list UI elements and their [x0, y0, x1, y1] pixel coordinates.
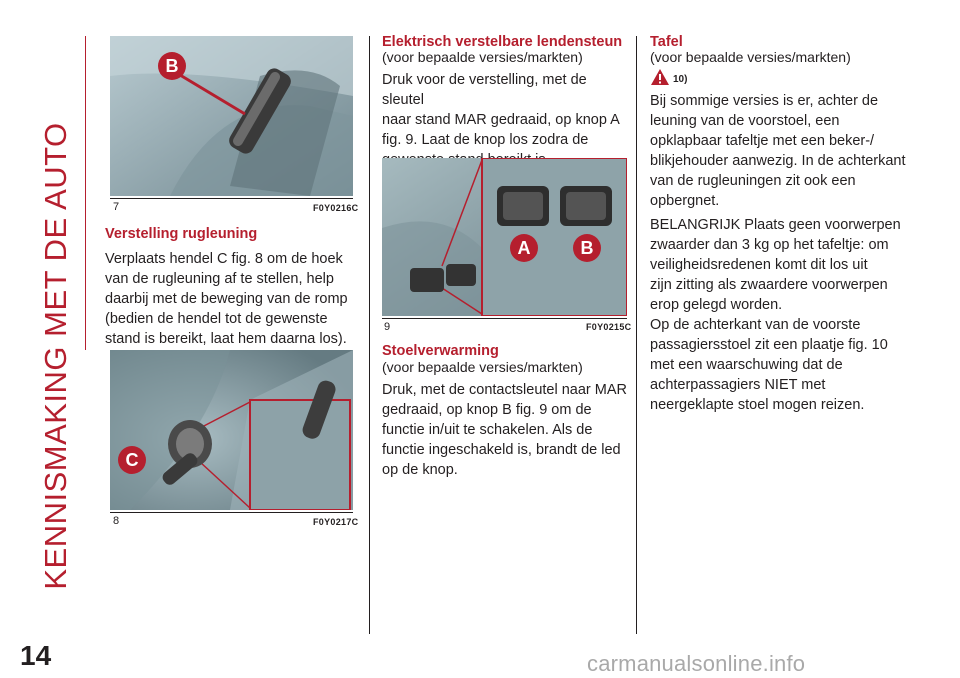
figure-9-caption-rule [382, 318, 627, 319]
text-line: erop gelegd worden. [650, 297, 783, 313]
section-title-rule [85, 36, 86, 350]
text-line: gedraaid, op knop B fig. 9 om de [382, 402, 592, 418]
text-line: achterpassagiers NIET met [650, 377, 826, 393]
section-title-text: KENNISMAKING MET DE AUTO [38, 122, 73, 590]
text-line: met een waarschuwing dat de [650, 357, 843, 373]
paragraph-rugleuning [105, 249, 363, 349]
page-number: 14 [20, 640, 52, 671]
text-line: Druk voor de verstelling, met de sleutel [382, 72, 587, 108]
text-line: van de rugleuningen zit ook een [650, 173, 856, 189]
figure-8-label-c: C [118, 446, 146, 474]
figure-7-caption-rule [110, 198, 353, 199]
paragraph-tafel [650, 91, 930, 211]
heading-rugleuning: Verstelling rugleuning [105, 226, 258, 242]
text-line: Bij sommige versies is er, achter de [650, 93, 879, 109]
figure-9-number: 9 [384, 321, 391, 333]
figure-8-number: 8 [113, 515, 120, 527]
figure-9-photo [382, 158, 627, 316]
heading-stoelverwarming: Stoelverwarming [382, 343, 499, 359]
subheading-lendensteun: (voor bepaalde versies/markten) [382, 49, 583, 65]
text-line: van de rugleuning af te stellen, help [105, 271, 334, 287]
paragraph-tafel-note [650, 215, 930, 415]
subheading-stoelverwarming: (voor bepaalde versies/markten) [382, 359, 583, 375]
text-line: veiligheidsredenen komt dit los uit [650, 257, 868, 273]
heading-tafel: Tafel [650, 34, 683, 50]
text-line: opbergnet. [650, 193, 720, 209]
text-line: leuning van de voorstoel, een [650, 113, 840, 129]
text-line: functie in/uit te schakelen. Als de [382, 422, 593, 438]
text-line: zijn zitting als zwaardere voorwerpen [650, 277, 888, 293]
text-line: passagiersstoel zit een plaatje fig. 10 [650, 337, 888, 353]
warning-icon [650, 68, 670, 86]
watermark: carmanualsonline.info [587, 651, 806, 676]
warning-reference: 10) [673, 74, 688, 85]
figure-7-code: F0Y0216C [313, 203, 359, 213]
text-line: stand is bereikt, laat hem daarna los). [105, 331, 347, 347]
figure-8-caption-rule [110, 512, 353, 513]
figure-8-code: F0Y0217C [313, 517, 359, 527]
figure-8-photo [110, 350, 353, 510]
heading-lendensteun: Elektrisch verstelbare lendensteun [382, 34, 623, 50]
figure-8-illustration [110, 350, 353, 510]
figure-9-label-a: A [510, 234, 538, 262]
figure-7-label-b: B [158, 52, 186, 80]
text-line: Druk, met de contactsleutel naar MAR [382, 382, 627, 398]
column-divider-1 [369, 36, 370, 634]
text-line: functie ingeschakeld is, brandt de led [382, 442, 621, 458]
figure-7-illustration [110, 36, 353, 196]
figure-9-label-b: B [573, 234, 601, 262]
paragraph-stoelverwarming [382, 380, 632, 480]
figure-7-photo [110, 36, 353, 196]
subheading-tafel: (voor bepaalde versies/markten) [650, 49, 851, 65]
text-line: op de knop. [382, 462, 458, 478]
column-divider-2 [636, 36, 637, 634]
paragraph-lendensteun [382, 70, 632, 170]
text-line: BELANGRIJK Plaats geen voorwerpen [650, 217, 901, 233]
text-line: fig. 9. Laat de knop los zodra de [382, 132, 589, 148]
text-line: daarbij met de beweging van de romp [105, 291, 348, 307]
figure-9-code: F0Y0215C [586, 322, 632, 332]
text-line: zwaarder dan 3 kg op het tafeltje: om [650, 237, 889, 253]
text-line: (bedien de hendel tot de gewenste [105, 311, 328, 327]
text-line: opklapbaar tafeltje met een beker-/ [650, 133, 875, 149]
text-line: Op de achterkant van de voorste [650, 317, 861, 333]
text-line: Verplaats hendel C fig. 8 om de hoek [105, 251, 343, 267]
text-line: neergeklapte stoel mogen reizen. [650, 397, 865, 413]
figure-7-number: 7 [113, 201, 120, 213]
text-line: naar stand MAR gedraaid, op knop A [382, 112, 620, 128]
text-line: blikjehouder aanwezig. In de achterkant [650, 153, 906, 169]
